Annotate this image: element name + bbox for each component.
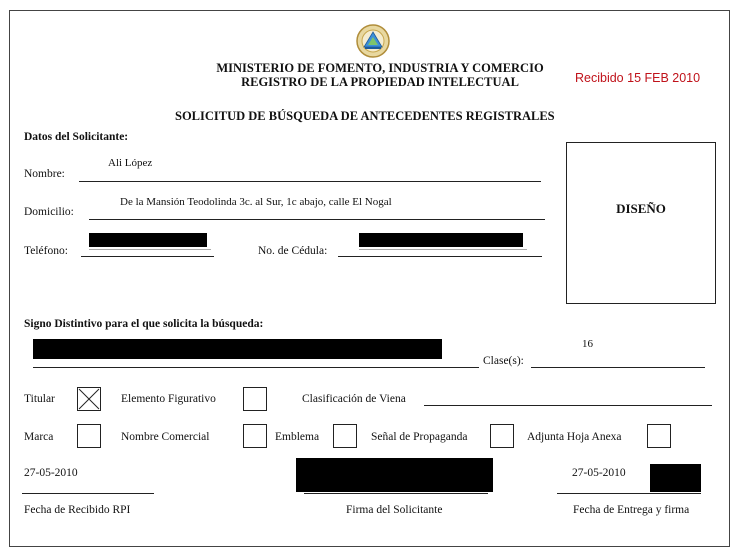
class-label: Clase(s): — [483, 355, 524, 367]
received-date-label: Fecha de Recibido RPI — [24, 504, 131, 516]
figurative-element-checkbox[interactable] — [243, 387, 267, 411]
received-date[interactable]: 27-05-2010 — [24, 467, 78, 479]
delivery-label: Fecha de Entrega y firma — [573, 504, 690, 516]
national-coat-of-arms-icon — [355, 23, 391, 64]
phone-field-line — [81, 256, 214, 257]
design-box — [566, 142, 716, 304]
advertising-sign-label: Señal de Propaganda — [371, 431, 468, 443]
phone-redaction-edge — [89, 249, 211, 250]
address-field-line — [89, 219, 545, 220]
address-value[interactable]: De la Mansión Teodolinda 3c. al Sur, 1c abajo, calle El Nogal — [120, 196, 392, 208]
distinctive-sign-title: Signo Distintivo para el que solicita la búsqueda: — [24, 318, 264, 330]
signature-label: Firma del Solicitante — [346, 504, 443, 516]
figurative-element-label: Elemento Figurativo — [121, 393, 216, 405]
redacted-delivery-signature — [650, 464, 701, 492]
name-value[interactable]: Ali López — [108, 157, 153, 169]
marca-label: Marca — [24, 431, 54, 443]
sign-field-line — [33, 367, 479, 368]
form-title: SOLICITUD DE BÚSQUEDA DE ANTECEDENTES REGISTRALES — [175, 109, 555, 123]
address-label: Domicilio: — [24, 206, 74, 218]
signature-line — [304, 493, 488, 494]
received-date-line — [22, 493, 154, 494]
checkmark-x-icon — [78, 388, 100, 410]
class-field-line — [531, 367, 705, 368]
trade-name-checkbox[interactable] — [243, 424, 267, 448]
delivery-line — [557, 493, 701, 494]
id-field-line — [338, 256, 542, 257]
vienna-classification-line — [424, 405, 712, 406]
redacted-phone — [89, 233, 207, 247]
emblem-label: Emblema — [275, 431, 320, 443]
attached-sheet-checkbox[interactable] — [647, 424, 671, 448]
emblem-checkbox[interactable] — [333, 424, 357, 448]
vienna-classification-label: Clasificación de Viena — [302, 393, 406, 405]
id-number-label: No. de Cédula: — [258, 245, 328, 257]
redacted-id-number — [359, 233, 523, 247]
redacted-distinctive-sign — [33, 339, 442, 359]
delivery-date[interactable]: 27-05-2010 — [572, 467, 626, 479]
form-page — [9, 10, 730, 547]
id-redaction-edge — [359, 249, 527, 250]
registry-name: REGISTRO DE LA PROPIEDAD INTELECTUAL — [241, 75, 519, 89]
name-field-line — [79, 181, 541, 182]
design-box-label: DISEÑO — [616, 201, 666, 216]
name-label: Nombre: — [24, 168, 65, 180]
received-stamp: Recibido 15 FEB 2010 — [575, 71, 701, 85]
titular-checkbox[interactable] — [77, 387, 101, 411]
advertising-sign-checkbox[interactable] — [490, 424, 514, 448]
titular-label: Titular — [24, 393, 55, 405]
applicant-section-title: Datos del Solicitante: — [24, 131, 129, 143]
class-value[interactable]: 16 — [582, 338, 593, 350]
marca-checkbox[interactable] — [77, 424, 101, 448]
ministry-name: MINISTERIO DE FOMENTO, INDUSTRIA Y COMERCIO — [216, 61, 544, 75]
phone-label: Teléfono: — [24, 245, 68, 257]
attached-sheet-label: Adjunta Hoja Anexa — [527, 431, 622, 443]
redacted-signature — [296, 458, 493, 492]
trade-name-label: Nombre Comercial — [121, 431, 210, 443]
